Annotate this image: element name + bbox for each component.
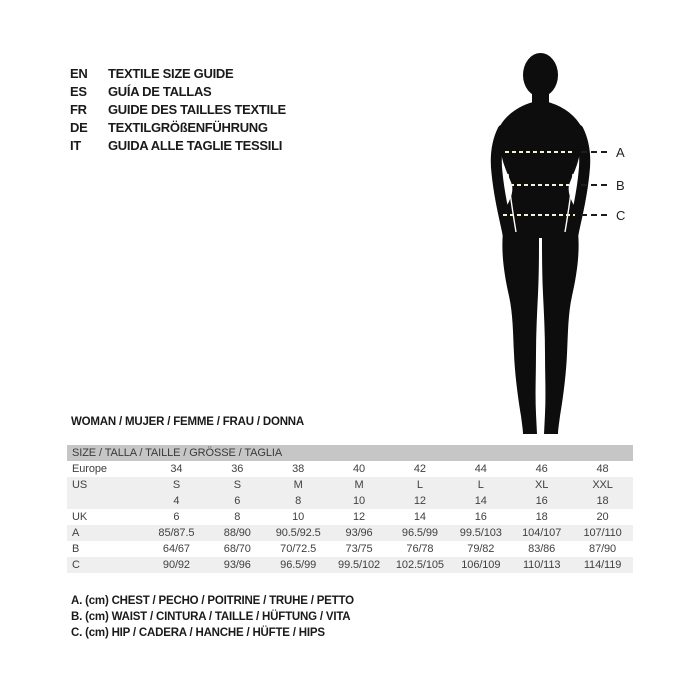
cell: 70/72.5 [280,543,317,555]
lang-code: ES [70,83,87,99]
cell: 6 [173,511,180,523]
note-waist: B. (cm) WAIST / CINTURA / TAILLE / HÜFTUNG / VITA [71,611,351,623]
table-row-europe [67,461,633,477]
marker-b [581,177,625,193]
cell: 18 [535,511,548,523]
cell: L [477,479,484,491]
lang-title: TEXTILE SIZE GUIDE [108,65,234,81]
measurement-notes [71,593,354,641]
cell: M [354,479,364,491]
cell: 99.5/102 [338,559,381,571]
cell: 79/82 [467,543,495,555]
row-label: Europe [72,463,107,475]
cell: 96.5/99 [401,527,438,539]
size-table [67,445,633,573]
cell: 87/90 [589,543,617,555]
table-header-row [67,445,633,461]
lang-title: GUIDE DES TAILLES TEXTILE [108,101,286,117]
cell: 83/86 [528,543,556,555]
cell: 90/92 [162,559,190,571]
table-row-hip [67,557,633,573]
marker-c-label: C [616,207,626,223]
cell: 8 [234,511,241,523]
cell: 42 [413,463,426,475]
table-row-chest [67,525,633,541]
dash-connector-icon [581,184,607,186]
cell: 10 [353,495,366,507]
marker-b-label: B [616,177,625,193]
table-header: SIZE / TALLA / TAILLE / GRÖSSE / TAGLIA [67,445,633,461]
section-title: WOMAN / MUJER / FEMME / FRAU / DONNA [71,416,305,428]
cell: 88/90 [223,527,251,539]
cell: 85/87.5 [158,527,195,539]
cell: S [233,479,241,491]
cell: 68/70 [223,543,251,555]
cell: 36 [231,463,244,475]
cell: 8 [295,495,302,507]
marker-a-label: A [616,144,625,160]
cell: 12 [353,511,366,523]
cell: S [172,479,181,491]
table-row-uk [67,509,633,525]
cell: 4 [173,495,180,507]
cell: 16 [535,495,548,507]
woman-silhouette-icon [455,46,630,441]
cell: 38 [292,463,305,475]
lang-row-es [70,82,286,100]
cell: 73/75 [345,543,373,555]
cell: 16 [474,511,487,523]
lang-code: FR [70,101,87,117]
cell: 106/109 [461,559,501,571]
table-row-waist [67,541,633,557]
row-label: A [72,527,80,539]
lang-row-de [70,118,286,136]
note-chest: A. (cm) CHEST / PECHO / POITRINE / TRUHE / PETTO [71,595,354,607]
cell: 107/110 [583,527,622,539]
cell: 40 [353,463,366,475]
cell: 10 [292,511,305,523]
row-label: US [72,479,88,491]
lang-title: GUIDA ALLE TAGLIE TESSILI [108,137,283,153]
cell: 14 [474,495,487,507]
lang-row-fr [70,100,286,118]
cell: 48 [596,463,609,475]
cell: 76/78 [406,543,434,555]
cell: 18 [596,495,609,507]
language-list [70,64,286,154]
cell: 64/67 [162,543,190,555]
lang-row-en [70,64,286,82]
cell: 46 [535,463,548,475]
marker-c [581,207,625,223]
row-label: C [72,559,80,571]
cell: 34 [170,463,183,475]
lang-title: TEXTILGRÖßENFÜHRUNG [108,119,268,135]
table-row-us-letter [67,477,633,493]
cell: 102.5/105 [395,559,444,571]
row-label [67,493,146,509]
note-hip: C. (cm) HIP / CADERA / HANCHE / HÜFTE / HIPS [71,627,325,639]
cell: 114/119 [583,559,622,571]
cell: 99.5/103 [459,527,502,539]
row-label: UK [72,511,88,523]
cell: M [293,479,303,491]
table-row-us-number [67,493,633,509]
lang-row-it [70,136,286,154]
cell: 104/107 [522,527,562,539]
dash-connector-icon [581,151,607,153]
cell: L [416,479,423,491]
cell: 20 [596,511,609,523]
cell: 110/113 [522,559,561,571]
cell: 93/96 [223,559,251,571]
cell: XXL [592,479,613,491]
cell: XL [535,479,549,491]
cell: 44 [474,463,487,475]
lang-code: EN [70,65,88,81]
cell: 90.5/92.5 [275,527,321,539]
cell: 12 [413,495,426,507]
row-label: B [72,543,80,555]
cell: 6 [234,495,241,507]
cell: 96.5/99 [280,559,317,571]
lang-title: GUÍA DE TALLAS [108,83,212,99]
lang-code: DE [70,119,88,135]
lang-code: IT [70,137,81,153]
marker-a [581,144,625,160]
cell: 14 [413,511,426,523]
dash-connector-icon [581,214,607,216]
cell: 93/96 [345,527,373,539]
